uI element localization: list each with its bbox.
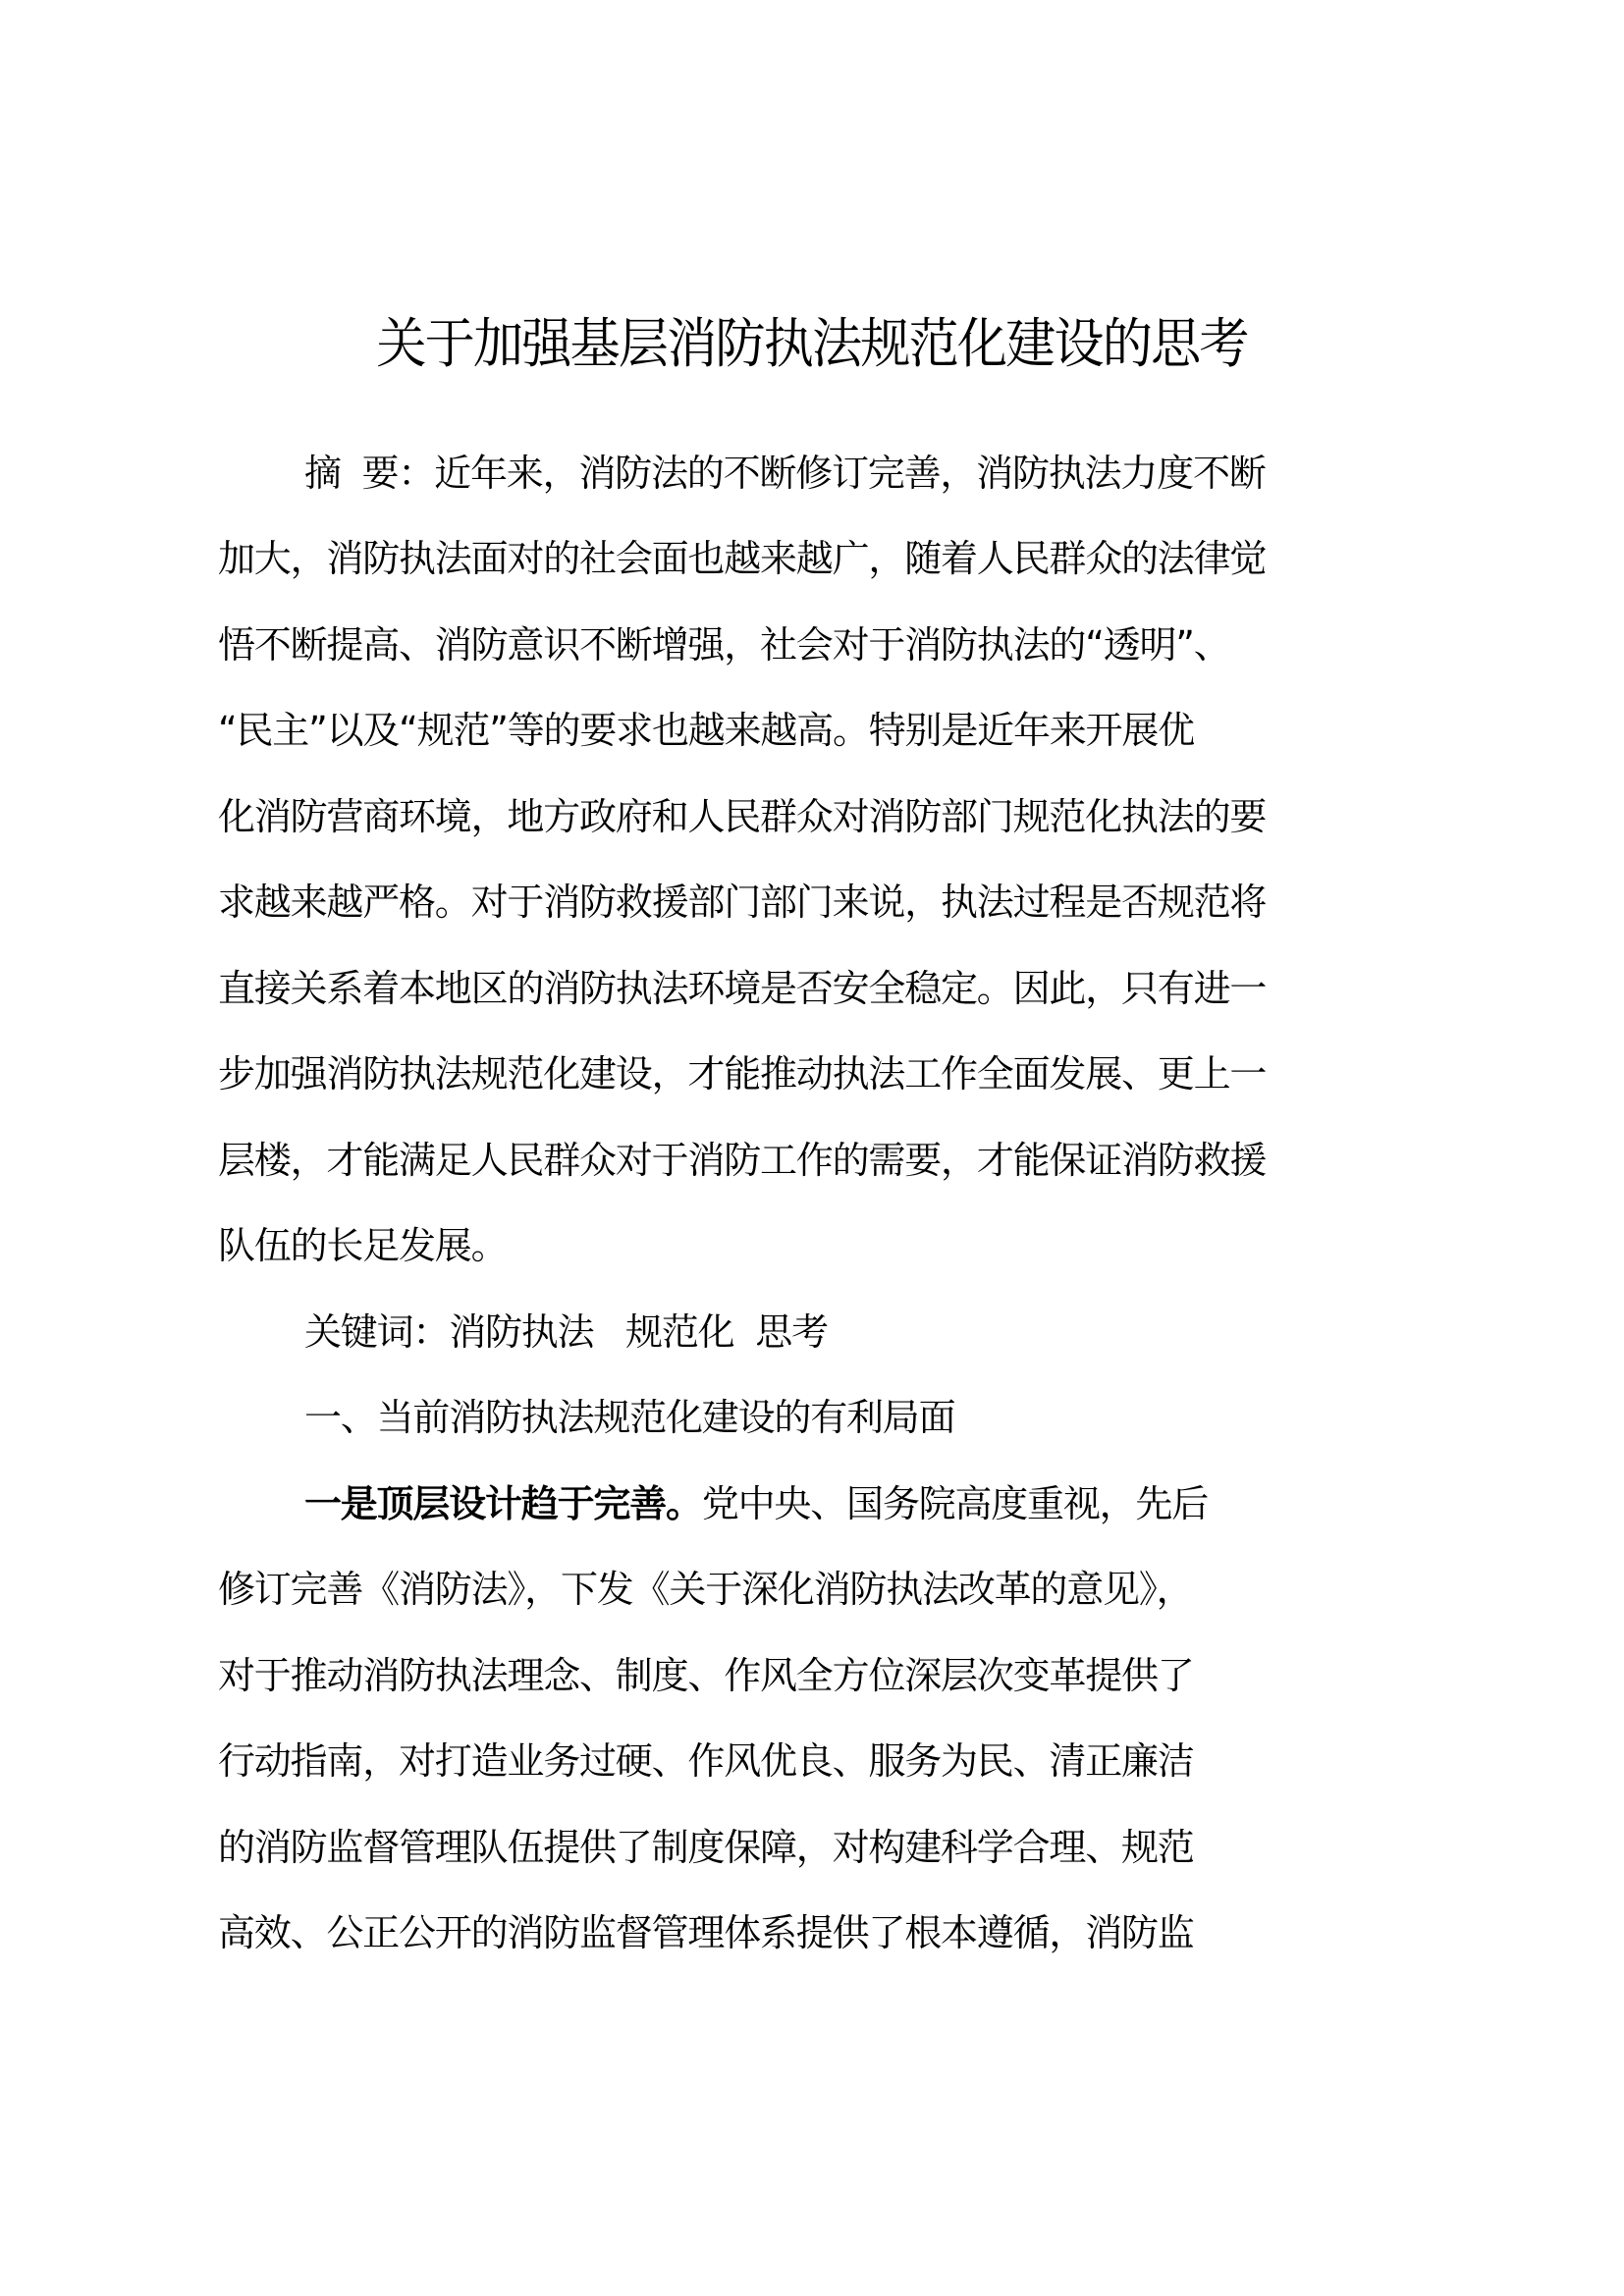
abstract-text: 近年来，消防法的不断修订完善，消防执法力度不断 <box>434 452 1266 495</box>
paragraph-1-line-5: 的消防监督管理队伍提供了制度保障，对构建科学合理、规范 <box>218 1826 1194 1869</box>
paragraph-1-line-1 <box>304 1474 1512 1533</box>
abstract-line-9: 层楼，才能满足人民群众对于消防工作的需要，才能保证消防救援 <box>218 1139 1267 1182</box>
keywords-label: 关键词： <box>304 1310 450 1354</box>
abstract-label: 摘 要： <box>304 452 435 495</box>
paragraph-1-line-3: 对于推动消防执法理念、制度、作风全方位深层次变革提供了 <box>218 1654 1194 1697</box>
abstract-line-8: 步加强消防执法规范化建设，才能推动执法工作全面发展、更上一 <box>218 1052 1267 1095</box>
abstract-line-4: “民主”以及“规范”等的要求也越来越高。特别是近年来开展优 <box>218 709 1194 752</box>
paragraph-1-line-6: 高效、公正公开的消防监督管理体系提供了根本遵循，消防监 <box>218 1911 1194 1954</box>
paragraph-1-first-line-text: 党中央、国务院高度重视，先后 <box>701 1482 1209 1525</box>
abstract-line-3: 悟不断提高、消防意识不断增强，社会对于消防执法的“透明”、 <box>218 623 1230 667</box>
section-1-heading: 一、当前消防执法规范化建设的有利局面 <box>304 1396 955 1439</box>
keywords-value: 消防执法 规范化 思考 <box>449 1310 828 1354</box>
paragraph-1-line-4: 行动指南，对打造业务过硬、作风优良、服务为民、清正廉洁 <box>218 1739 1194 1783</box>
abstract-line-10: 队伍的长足发展。 <box>218 1224 508 1267</box>
paragraph-1-line-2: 修订完善《消防法》，下发《关于深化消防执法改革的意见》， <box>218 1568 1193 1611</box>
abstract-line-6: 求越来越严格。对于消防救援部门部门来说，执法过程是否规范将 <box>218 881 1267 924</box>
keywords-line <box>304 1303 1512 1362</box>
abstract-line-7: 直接关系着本地区的消防执法环境是否安全稳定。因此，只有进一 <box>218 967 1267 1010</box>
abstract-line-2: 加大，消防执法面对的社会面也越来越广，随着人民群众的法律觉 <box>218 537 1267 580</box>
abstract-line-1 <box>304 444 1512 503</box>
abstract-line-5: 化消防营商环境，地方政府和人民群众对消防部门规范化执法的要 <box>218 795 1267 838</box>
paragraph-1-lead: 一是顶层设计趋于完善。 <box>304 1482 702 1525</box>
document-title: 关于加强基层消防执法规范化建设的思考 <box>376 312 1248 375</box>
